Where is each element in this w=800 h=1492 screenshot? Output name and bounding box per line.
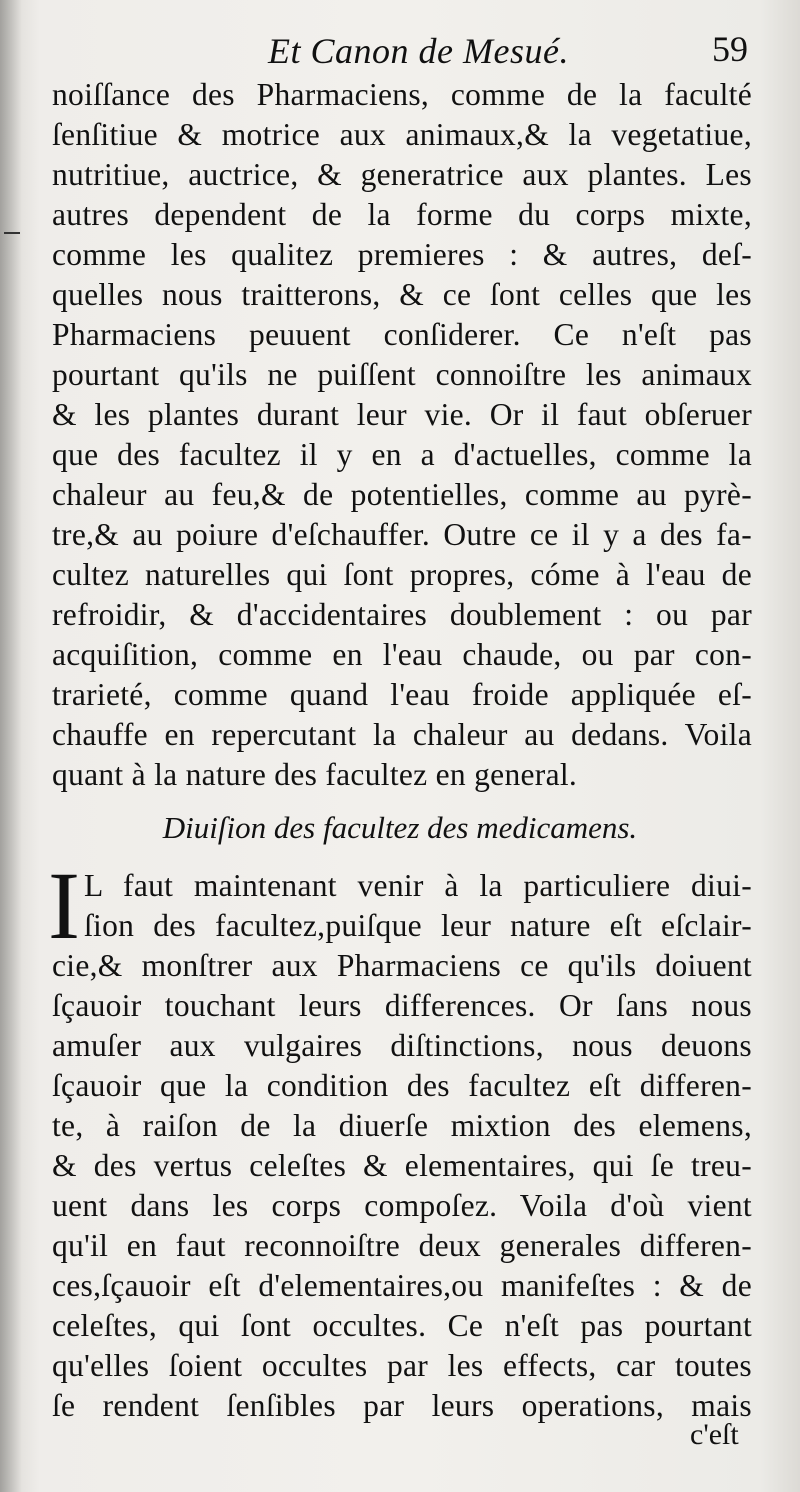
text-line: ſenſitiue & motrice aux animaux,& la vegetatiue, (52, 117, 752, 152)
paragraph-1 (52, 75, 752, 795)
text-line: chaleur au feu,& de potentielles, comme au pyrè- (52, 477, 752, 512)
text-line: trarieté, comme quand l'eau froide appliquée eſ- (52, 677, 752, 712)
text-line: ces,ſçauoir eſt d'elementaires,ou manifeſtes : & de (52, 1268, 752, 1303)
paragraph-2 (52, 866, 752, 1426)
text-line: autres dependent de la forme du corps mixte, (52, 197, 752, 232)
running-head-title: Et Canon de Mesué. (268, 31, 569, 71)
text-line: quant à la nature des facultez en general. (52, 757, 578, 792)
text-line: uent dans les corps compoſez. Voila d'où vient (52, 1188, 752, 1223)
margin-mark (4, 232, 20, 234)
text-line: & les plantes durant leur vie. Or il faut obſeruer (52, 397, 752, 432)
text-line: ſçauoir que la condition des facultez eſt differen- (52, 1068, 752, 1103)
text-line: qu'il en faut reconnoiſtre deux generales differen- (52, 1228, 752, 1263)
text-line: comme les qualitez premieres : & autres, deſ- (52, 237, 752, 272)
text-line: refroidir, & d'accidentaires doublement : ou par (52, 597, 752, 632)
page-number: 59 (712, 29, 748, 69)
text-line: acquiſition, comme en l'eau chaude, ou par con- (52, 637, 752, 672)
text-line: pourtant qu'ils ne puiſſent connoiſtre les animaux (52, 357, 752, 392)
text-line: & des vertus celeſtes & elementaires, qui ſe treu- (52, 1148, 752, 1183)
text-line: celeſtes, qui ſont occultes. Ce n'eſt pas pourtant (52, 1308, 752, 1343)
text-line: nutritiue, auctrice, & generatrice aux plantes. Les (52, 157, 752, 192)
catchword: c'eſt (690, 1418, 739, 1451)
section-heading: Diuiſion des facultez des medicamens. (162, 810, 638, 845)
text-line: cultez naturelles qui ſont propres, cóme à l'eau de (52, 557, 752, 592)
text-line: noiſſance des Pharmaciens, comme de la faculté (52, 77, 752, 112)
text-line: qu'elles ſoient occultes par les effects, car toutes (52, 1348, 752, 1383)
text-line: L faut maintenant venir à la particuliere diui- (84, 868, 752, 903)
text-line: chauffe en repercutant la chaleur au dedans. Voila (52, 717, 752, 752)
text-line: Pharmaciens peuuent conſiderer. Ce n'eſt pas (52, 317, 752, 352)
text-line: amuſer aux vulgaires diſtinctions, nous deuons (52, 1028, 752, 1063)
text-line: ſe rendent ſenſibles par leurs operations, mais (52, 1388, 752, 1423)
text-line: te, à raiſon de la diuerſe mixtion des elemens, (52, 1108, 752, 1143)
drop-cap: I (48, 852, 80, 959)
running-head (0, 22, 800, 78)
text-line: quelles nous traitterons, & ce ſont celles que les (52, 277, 752, 312)
text-line: que des facultez il y en a d'actuelles, comme la (52, 437, 752, 472)
text-line: ſion des facultez,puiſque leur nature eſt eſclair- (84, 908, 752, 943)
text-line: tre,& au poiure d'eſchauffer. Outre ce il y a des fa- (52, 517, 752, 552)
gutter-shadow (0, 0, 22, 1492)
text-line: ſçauoir touchant leurs differences. Or ſans nous (52, 988, 752, 1023)
text-line: cie,& monſtrer aux Pharmaciens ce qu'ils doiuent (52, 948, 752, 983)
